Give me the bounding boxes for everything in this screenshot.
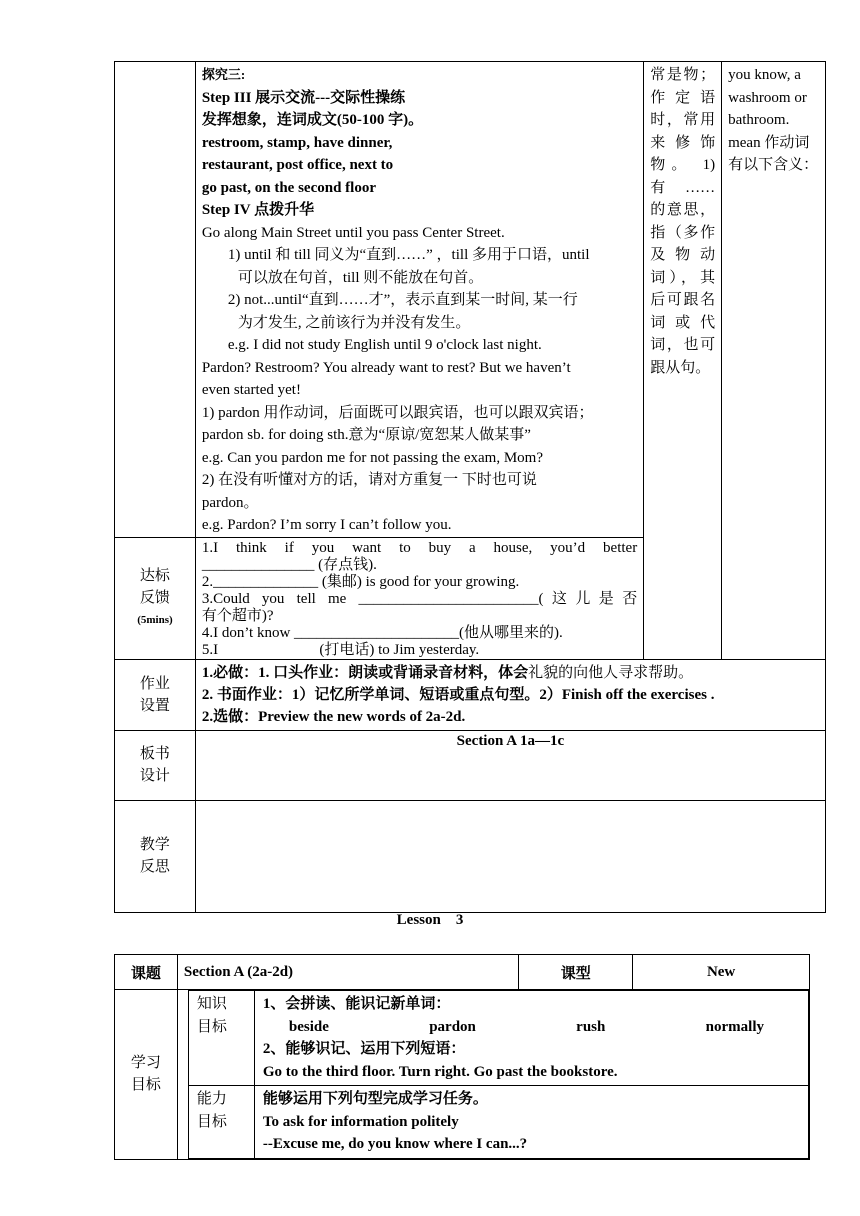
goals-label-line: 目标 bbox=[130, 1077, 161, 1094]
reflection-label bbox=[115, 800, 196, 912]
notes-column: 常是物；作定语时，常用来修饰物。 1) 有 …… 的意思，指（多作及物动词），其后可跟名词或代词，也可跟从句。 bbox=[644, 62, 722, 660]
steps-cell bbox=[195, 62, 643, 538]
feedback-label-line: 达标 bbox=[139, 568, 170, 584]
reflection-content bbox=[195, 800, 825, 912]
vocab-word: normally bbox=[705, 1018, 764, 1035]
ability-label bbox=[188, 1086, 254, 1159]
knowledge-line: 1、会拼读、能识记新单词： bbox=[262, 996, 451, 1012]
empty-label-cell bbox=[115, 62, 196, 538]
step4-note: 可以放在句首，till 则不能放在句首。 bbox=[237, 269, 484, 286]
board-label bbox=[115, 730, 196, 800]
reflection-label-line: 教学 bbox=[139, 837, 170, 853]
feedback-exercises bbox=[195, 537, 643, 659]
topic-value: Section A (2a-2d) bbox=[177, 955, 519, 990]
knowledge-line: Go to the third floor. Turn right. Go past the bookstore. bbox=[262, 1063, 618, 1080]
homework-required: 1.必做：1. 口头作业：朗读或背诵录音材料，体会 bbox=[201, 664, 529, 681]
feedback-label-line: 反馈 bbox=[139, 590, 170, 606]
vocab-word: rush bbox=[576, 1018, 606, 1035]
step3-instruction: 发挥想象，连词成文(50-100 字)。 bbox=[201, 112, 424, 128]
homework-label-line: 设置 bbox=[139, 697, 170, 714]
knowledge-words bbox=[263, 1016, 800, 1039]
knowledge-label-line: 目标 bbox=[196, 1018, 227, 1035]
pardon-line: even started yet! bbox=[201, 382, 301, 398]
step4-note: 2) not...until“直到……才”，表示直到某一时间, 某一行 bbox=[227, 292, 578, 308]
ability-line: --Excuse me, do you know where I can...? bbox=[262, 1136, 528, 1152]
step3-words: go past, on the second floor bbox=[201, 179, 376, 196]
pardon-note: 1) pardon 用作动词，后面既可以跟宾语，也可以跟双宾语； bbox=[201, 404, 594, 421]
goals-inner-table bbox=[188, 990, 809, 1159]
pardon-example: e.g. Can you pardon me for not passing the exam, Mom? bbox=[201, 449, 544, 466]
pardon-example: e.g. Pardon? I’m sorry I can’t follow you. bbox=[201, 517, 452, 533]
feedback-time: (5mins) bbox=[137, 614, 173, 626]
pardon-note: pardon sb. for doing sth.意为“原谅/宽恕某人做某事” bbox=[201, 427, 531, 443]
extra-text: mean 作动词有以下含义： bbox=[728, 134, 819, 173]
homework-line: 2.选做：Preview the new words of 2a-2d. bbox=[201, 708, 466, 725]
exercise-item: _______________ (存点钱). bbox=[201, 556, 377, 573]
extra-column bbox=[722, 62, 826, 660]
lesson3-table bbox=[114, 954, 810, 1160]
homework-required-rest: 礼貌的向他人寻求帮助。 bbox=[528, 664, 694, 681]
reflection-label-line: 反思 bbox=[139, 859, 170, 875]
ability-label-line: 目标 bbox=[196, 1113, 227, 1130]
pardon-line: Pardon? Restroom? You already want to rest? But we haven’t bbox=[201, 359, 571, 376]
lesson-title: Lesson 3 bbox=[396, 912, 464, 928]
homework-label-line: 作业 bbox=[139, 675, 170, 692]
step4-example: e.g. I did not study English until 9 o'clock last night. bbox=[227, 337, 542, 353]
goals-cell bbox=[177, 990, 809, 1160]
exercise-item: 有个超市)? bbox=[201, 607, 274, 624]
homework-label bbox=[115, 659, 196, 730]
step3-words: restroom, stamp, have dinner, bbox=[201, 134, 393, 151]
step4-title: Step IV 点拨升华 bbox=[201, 202, 315, 218]
ability-line: To ask for information politely bbox=[262, 1113, 459, 1130]
goals-label-line: 学习 bbox=[130, 1055, 161, 1072]
topic-label: 课题 bbox=[115, 955, 178, 990]
knowledge-label bbox=[188, 991, 254, 1086]
knowledge-content bbox=[254, 991, 808, 1086]
exercise-item: 5.I (打电话) to Jim yesterday. bbox=[201, 641, 480, 658]
vocab-word: pardon bbox=[429, 1018, 476, 1035]
type-label: 课型 bbox=[519, 955, 633, 990]
step3-title: Step III 展示交流---交际性操练 bbox=[201, 89, 406, 106]
exercise-item: 3.Could you tell me ________________________(这儿是否 bbox=[201, 590, 638, 607]
type-value: New bbox=[633, 955, 810, 990]
exercise-item: 4.I don’t know ______________________(他从哪里来的). bbox=[201, 624, 563, 641]
step4-note: 1) until 和 till 同义为“直到……” ，till 多用于口语，until bbox=[227, 247, 590, 263]
exercise-item: 2.______________ (集邮) is good for your growing. bbox=[201, 573, 520, 590]
board-content: Section A 1a—1c bbox=[195, 730, 825, 800]
homework-content bbox=[195, 659, 825, 730]
step3-heading: 探究三: bbox=[201, 67, 246, 82]
knowledge-line: 2、能够识记、运用下列短语： bbox=[262, 1041, 466, 1057]
lesson-plan-table bbox=[114, 61, 826, 913]
pardon-note: 2) 在没有听懂对方的话，请对方重复一 下时也可说 bbox=[201, 472, 537, 488]
ability-label-line: 能力 bbox=[196, 1091, 227, 1107]
board-label-line: 板书 bbox=[139, 746, 170, 762]
feedback-label bbox=[115, 537, 196, 659]
knowledge-label-line: 知识 bbox=[196, 996, 227, 1012]
step4-sentence: Go along Main Street until you pass Center Street. bbox=[201, 224, 505, 241]
extra-text: you know, a washroom or bathroom. bbox=[728, 67, 807, 128]
homework-line bbox=[202, 662, 819, 684]
ability-line: 能够运用下列句型完成学习任务。 bbox=[262, 1091, 488, 1107]
step3-words: restaurant, post office, next to bbox=[201, 157, 394, 173]
exercise-item: 1.I think if you want to buy a house, you’d better bbox=[201, 539, 638, 556]
ability-content bbox=[254, 1086, 808, 1159]
board-label-line: 设计 bbox=[139, 768, 170, 784]
homework-line: 2. 书面作业：1）记忆所学单词、短语或重点句型。2）Finish off the exercises . bbox=[201, 686, 715, 703]
step4-note: 为才发生, 之前该行为并没有发生。 bbox=[237, 314, 471, 331]
vocab-word: beside bbox=[288, 1018, 329, 1035]
goals-label bbox=[115, 990, 178, 1160]
pardon-note: pardon。 bbox=[201, 494, 259, 511]
